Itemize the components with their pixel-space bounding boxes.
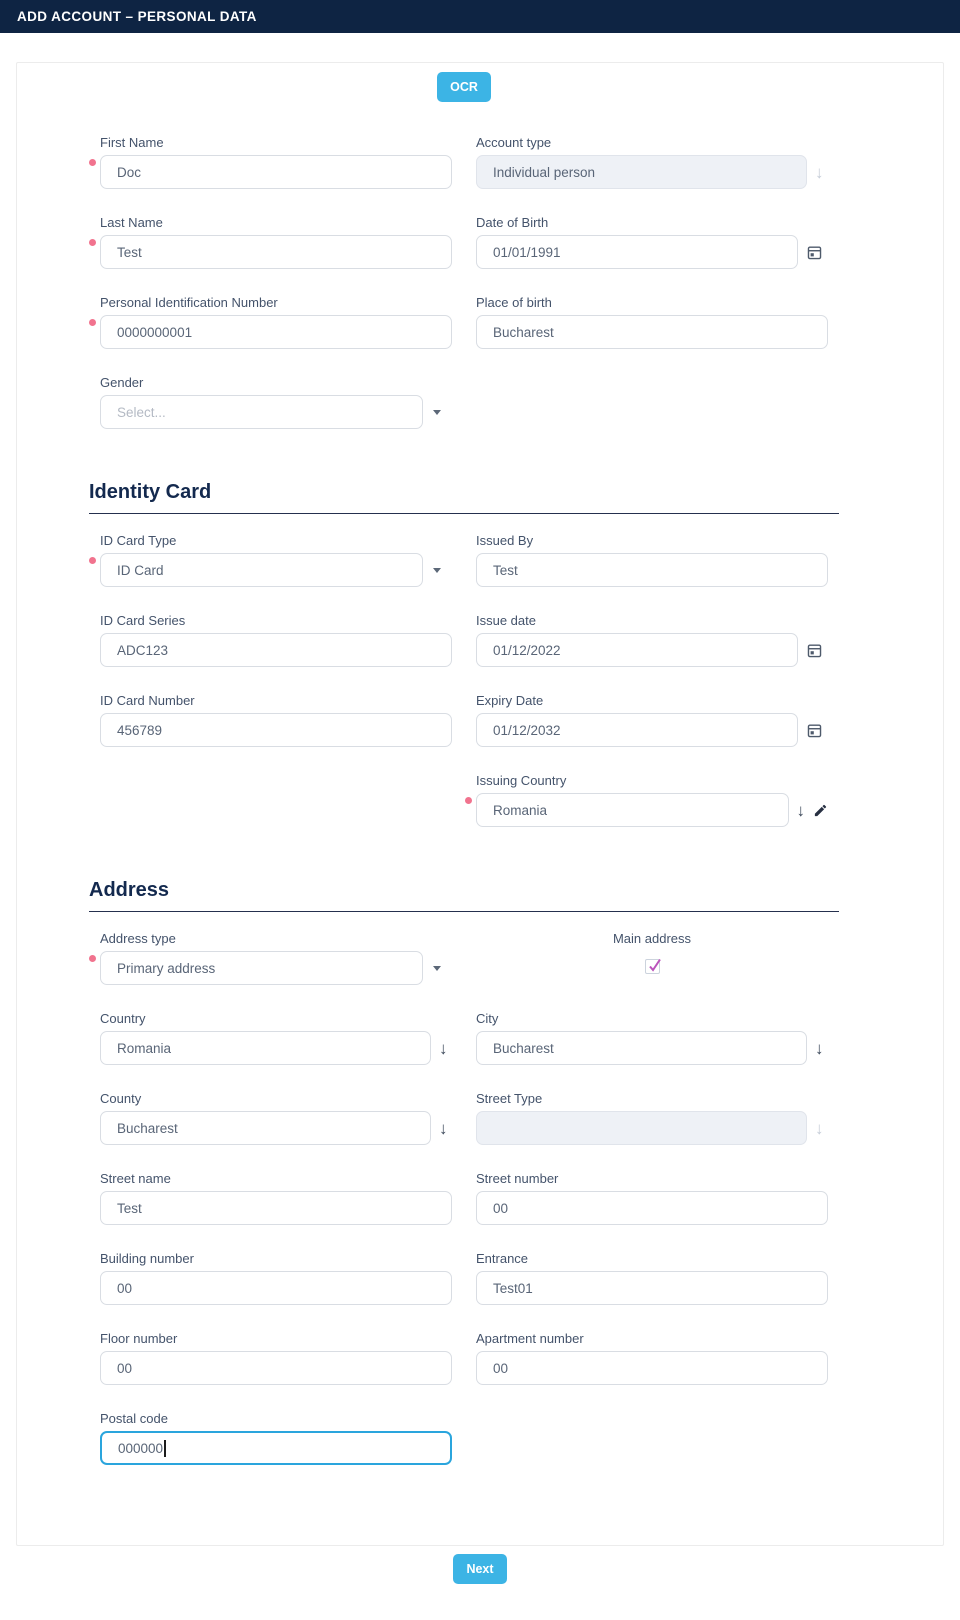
- arrow-down-icon: ↓: [815, 1118, 824, 1138]
- issued-by-label: Issued By: [476, 533, 534, 548]
- id-card-series-label: ID Card Series: [100, 613, 186, 628]
- country-label: Country: [100, 1011, 146, 1026]
- text-cursor: [164, 1440, 166, 1457]
- city-input[interactable]: [476, 1031, 807, 1065]
- issuing-country-label: Issuing Country: [476, 773, 567, 788]
- calendar-icon[interactable]: [806, 244, 823, 261]
- account-type-input: [476, 155, 807, 189]
- pin-label: Personal Identification Number: [100, 295, 278, 310]
- building-number-input[interactable]: [100, 1271, 452, 1305]
- gender-label: Gender: [100, 375, 144, 390]
- issuing-country-input[interactable]: [476, 793, 789, 827]
- issued-by-input[interactable]: [476, 553, 828, 587]
- county-label: County: [100, 1091, 142, 1106]
- apartment-number-input[interactable]: [476, 1351, 828, 1385]
- gender-select[interactable]: [100, 395, 423, 429]
- issue-date-input[interactable]: [476, 633, 798, 667]
- calendar-icon[interactable]: [806, 722, 823, 739]
- next-button[interactable]: Next: [453, 1554, 506, 1584]
- id-card-series-input[interactable]: [100, 633, 452, 667]
- address-grid: [100, 932, 839, 1465]
- date-of-birth-label: Date of Birth: [476, 215, 549, 230]
- last-name-label: Last Name: [100, 215, 163, 230]
- last-name-input[interactable]: [100, 235, 452, 269]
- postal-code-input[interactable]: [100, 1431, 452, 1465]
- id-card-number-input[interactable]: [100, 713, 452, 747]
- address-type-label: Address type: [100, 931, 176, 946]
- page-title: ADD ACCOUNT – PERSONAL DATA: [17, 9, 257, 24]
- date-of-birth-input[interactable]: [476, 235, 798, 269]
- pin-input[interactable]: [100, 315, 452, 349]
- floor-number-label: Floor number: [100, 1331, 178, 1346]
- page-header: [0, 0, 960, 33]
- place-of-birth-label: Place of birth: [476, 295, 552, 310]
- place-of-birth-input[interactable]: [476, 315, 828, 349]
- floor-number-input[interactable]: [100, 1351, 452, 1385]
- street-type-input: [476, 1111, 807, 1145]
- id-card-number-label: ID Card Number: [100, 693, 195, 708]
- dropdown-caret-icon[interactable]: [433, 410, 441, 415]
- building-number-label: Building number: [100, 1251, 194, 1266]
- required-dot: [89, 319, 96, 326]
- country-input[interactable]: [100, 1031, 431, 1065]
- expiry-date-input[interactable]: [476, 713, 798, 747]
- issue-date-label: Issue date: [476, 613, 536, 628]
- check-icon: [647, 957, 663, 975]
- street-name-label: Street name: [100, 1171, 171, 1186]
- arrow-down-icon[interactable]: ↓: [796, 800, 805, 820]
- main-address-checkbox[interactable]: [645, 959, 660, 974]
- required-dot: [89, 159, 96, 166]
- apartment-number-label: Apartment number: [476, 1331, 584, 1346]
- street-type-label: Street Type: [476, 1091, 543, 1106]
- dropdown-caret-icon[interactable]: [433, 568, 441, 573]
- id-card-type-select[interactable]: [100, 553, 423, 587]
- street-number-input[interactable]: [476, 1191, 828, 1225]
- identity-card-grid: [100, 534, 839, 827]
- first-name-input[interactable]: [100, 155, 452, 189]
- arrow-down-icon[interactable]: ↓: [439, 1118, 448, 1138]
- required-dot: [465, 797, 472, 804]
- edit-pencil-icon[interactable]: [813, 803, 828, 818]
- street-name-input[interactable]: [100, 1191, 452, 1225]
- address-type-select[interactable]: [100, 951, 423, 985]
- dropdown-caret-icon[interactable]: [433, 966, 441, 971]
- personal-data-grid: [100, 136, 839, 429]
- entrance-input[interactable]: [476, 1271, 828, 1305]
- required-dot: [89, 557, 96, 564]
- ocr-button[interactable]: OCR: [437, 72, 491, 102]
- identity-card-heading: Identity Card: [89, 481, 839, 514]
- arrow-down-icon[interactable]: ↓: [815, 1038, 824, 1058]
- postal-code-label: Postal code: [100, 1411, 168, 1426]
- county-input[interactable]: [100, 1111, 431, 1145]
- id-card-type-label: ID Card Type: [100, 533, 177, 548]
- required-dot: [89, 239, 96, 246]
- city-label: City: [476, 1011, 499, 1026]
- arrow-down-icon: ↓: [815, 162, 824, 182]
- address-heading: Address: [89, 879, 839, 912]
- entrance-label: Entrance: [476, 1251, 529, 1266]
- street-number-label: Street number: [476, 1171, 559, 1186]
- required-dot: [89, 955, 96, 962]
- first-name-label: First Name: [100, 135, 164, 150]
- calendar-icon[interactable]: [806, 642, 823, 659]
- arrow-down-icon[interactable]: ↓: [439, 1038, 448, 1058]
- expiry-date-label: Expiry Date: [476, 693, 544, 708]
- main-address-label: Main address: [612, 931, 692, 946]
- postal-code-value: 000000: [118, 1440, 164, 1456]
- form-card: [16, 62, 944, 1546]
- account-type-label: Account type: [476, 135, 552, 150]
